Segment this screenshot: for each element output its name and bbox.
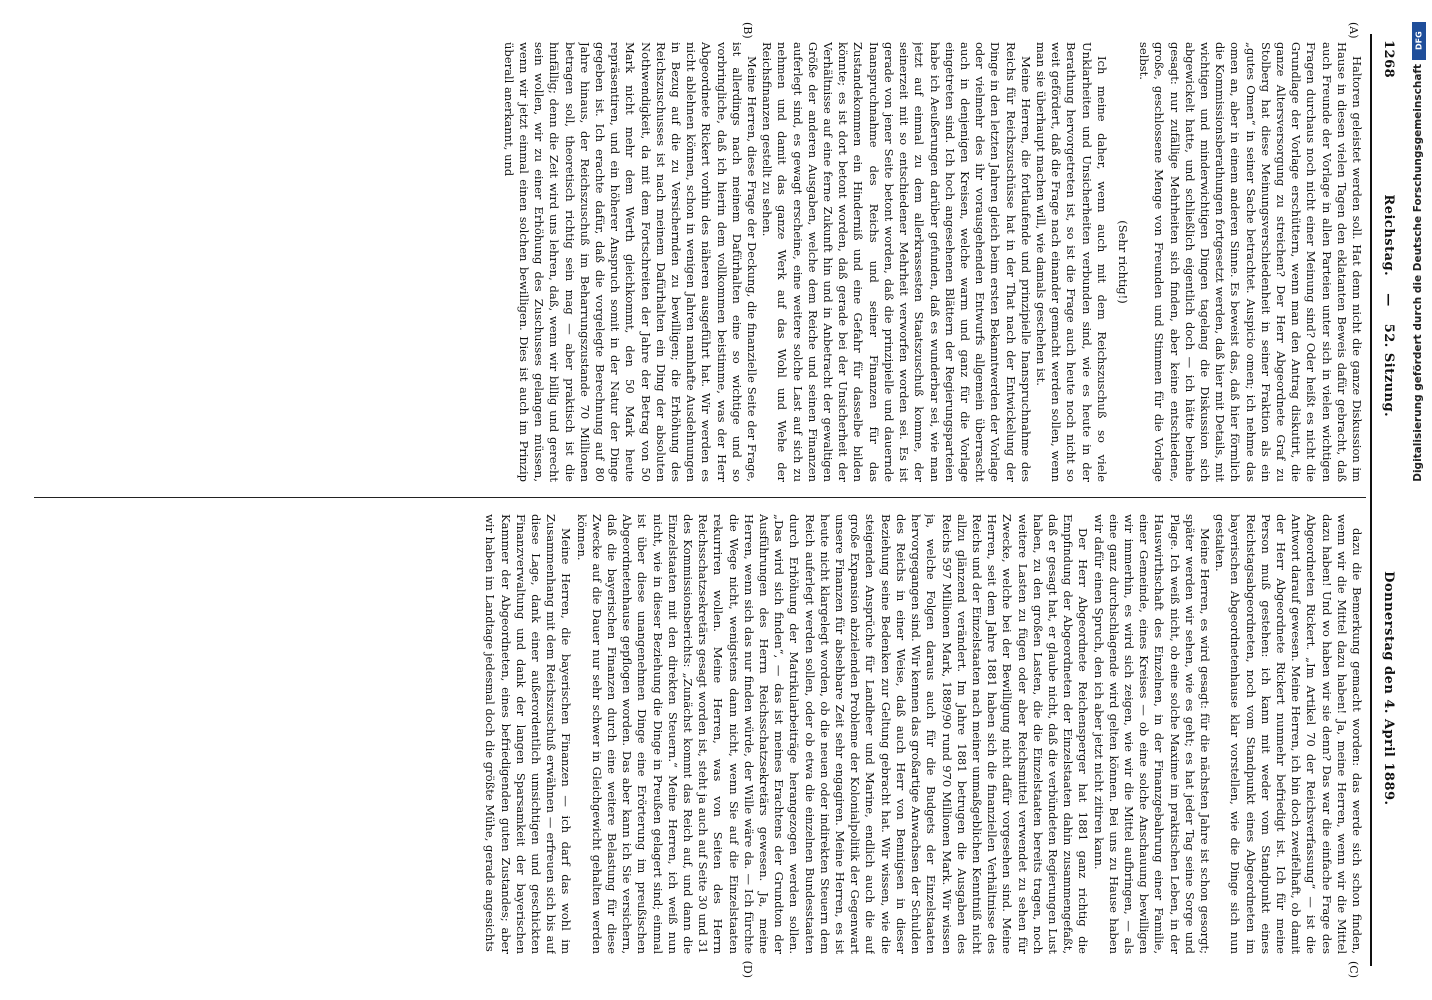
header-center [1381, 40, 1396, 960]
paragraph: Meine Herren, diese Frage der Deckung, die finanzielle Seite der Frage, ist allerdings nach meinem Dafürhalten eine so wichtige und so vorbringliche, daß ich hierin dem vollkommen beistimme, was der Herr Abgeordnete Rickert vorhin des näheren ausgeführt hat. Wir werden es nicht ablehnen können, schon in wenigen Jahren namhafte Ausdehnungen in Bezug auf die zu Versichernden zu bewilligen; die Erhöhung des Reichszuschusses ist nach meinem Dafürhalten ein Ding der absoluten Nothwendigkeit, da mit dem Fortschreiten der Jahre der Betrag von 50 Mark nicht mehr dem Werth gleichkommt, den 50 Mark heute repräsentiren, und ein höherer Anspruch somit in der Natur der Dinge gegeben ist. Ich erachte dafür, daß die vorgelegte Berechnung auf 80 Jahre hinaus, der Reichszuschuß im Beharrungszustande 70 Millionen betragen soll, theoretisch richtig sein mag — aber praktisch ist die hinfällig; denn die Zeit wird uns lehren, daß, wenn wir billig und gerecht sein wollen, wir zu einer Erhöhung des Zuschusses gelangen müssen, wenn wir jetzt einmal einen solchen bewilligen. Dies ist auch im Prinzip überall anerkannt, und [501, 42, 760, 482]
left-column [36, 42, 1364, 482]
digitization-note-wrap [1412, 64, 1426, 664]
digitization-note: Digitalisierung gefördert durch die Deutsche Forschungsgemeinschaft [1412, 64, 1424, 482]
header-rule [1370, 34, 1372, 966]
margin-marker-c: (C) [1347, 961, 1360, 978]
paragraph: Haltoren geleistet werden soll. Hat denn nicht die ganze Diskussion im Hause in diesen vielen Tagen den eklatanten Beweis dafür gebracht, daß auch Freunde der Vorlage in allen Parteien unter sich in vielen wichtigen Fragen durchaus noch nicht einer Meinung sind? Oder heißt es nicht die Grundlage der Vorlage erschüttern, wenn man den Antrag diskutirt, die ganze Altersversorgung zu streichen? Der Herr Abgeordnete Graf zu Stolberg hat diese Meinungsverschiedenheit in seiner Fraktion als ein „gutes Omen“ in seiner Sache betrachtet. Auspicio omen; ich nehme das omen an, aber in einem anderen Sinne. Es beweist das, daß hier förmlich die Kommissionsberathungen fortgesetzt werden, daß hier mit Details, mit wichtigen und minderwichtigen Dingen tagelang die Diskussion sich abgewickelt hatte, und schließlich eigentlich doch — ich hätte beinahe gesagt: nur zufällige Mehrheiten sich finden, aber keine entschiedene, große, geschlossene Menge von Freunden und Stimmen für die Vorlage selbst. [1137, 42, 1364, 482]
column-divider [34, 497, 1366, 498]
header-separator: — [1381, 293, 1396, 307]
margin-marker-a: (A) [1347, 22, 1360, 39]
margin-marker-d: (D) [741, 960, 754, 978]
rotated-page-content [26, 20, 1406, 980]
page-number: 1268 [1381, 40, 1396, 79]
margin-marker-b: (B) [741, 22, 754, 39]
paragraph: Meine Herren, es wird gesagt: für die nächsten Jahre ist schon gesorgt; später werden wir sehen, wie es geht; es hat jeder Tag seine Sorge und Plage. Ich weiß nicht, ob eine solche Maxime im praktischen Leben, in der Hauswirthschaft des Einzelnen, in der Finanzgebahrung einer Familie, einer Gemeinde, eines Kreises — ob eine solche Anschauung bewilligen wir immerhin, es wird sich zeigen, wie wir die Mittel aufbringen, — als eine ganz durchschlagende wird gelten können. Bei uns zu Hause haben wir dafür einen Spruch, den ich aber jetzt nicht zitiren kann. [1091, 514, 1212, 954]
paragraph: Ich meine daher, wenn auch mit dem Reichszuschuß so viele Unklarheiten und Unsicherheiten verbunden sind, wie es heute in der Berathung hervorgetreten ist, so ist die Frage auch heute noch nicht so weit gefördert, daß die Frage nach einander gemacht werden sollen, wenn man sie überhaupt machen will, wie damals geschehen ist. [1033, 42, 1109, 482]
paragraph: Meine Herren, die fortlaufende und prinzipielle Inanspruchnahme des Reichs für Reichszuschüsse hat in der That nach der Entwickelung der Dinge in den letzten Jahren gleich beim ersten Bekanntwerden der Vorlage oder vielmehr des ihr vorausgehenden Entwurfs allgemein überrascht auch in denjenigen Kreisen, welche warm und ganz für die Vorlage eingetreten sind. Ich hoch angesehenen Blättern der Regierungsparteien habe ich Aeußerungen darüber gefunden, daß es wunderbar sei, wie man jetzt auf einmal zu dem allerkrassesten Staatszuschuß komme, der seinerzeit mit so entschiedener Mehrheit verworfen worden sei. Es ist gerade von jener Seite betont worden, daß die prinzipielle und dauernde Inanspruchnahme des Reichs und seiner Finanzen für das Zustandekommen ein Hinderniß und eine Gefahr für dasselbe bilden könnte; es ist dort betont worden, daß gerade bei der Unsicherheit der Verhältnisse auf eine ferne Zukunft hin und in Anbetracht der gewaltigen Größe der anderen Ausgaben, welche dem Reiche und seinen Finanzen auferlegt sind, es gewagt erscheine, eine weitere solche Last auf sich zu nehmen und damit das ganze Werk auf das Wohl und Wehe der Reichsfinanzen gestellt zu sehen. [760, 42, 1033, 482]
paragraph: Der Herr Abgeordnete Reichensperger hat 1881 ganz richtig die Empfindung der Abgeordneten der Einzelstaaten dahin zusammengefaßt, daß er gesagt hat, er glaube nicht, daß die verbündeten Regierungen Lust haben, zu den großen Lasten, die die Einzelstaaten bereits tragen, noch weitere Lasten zu fügen oder aber Reichsmittel verwendet zu sehen für Zwecke, welche bei der Bewilligung nicht dafür vorgesehen sind. Meine Herren, seit dem Jahre 1881 haben sich die finanziellen Verhältnisse des Reichs und der Einzelstaaten nach meiner unmaßgeblichen Kenntniß nicht allzu glänzend verändert. Im Jahre 1881 betrugen die Ausgaben des Reichs 597 Millionen Mark, 1889/90 rund 970 Millionen Mark. Wir wissen ja, welche Folgen daraus auch für die Budgets der Einzelstaaten hervorgegangen sind. Wir kennen das großartige Anwachsen der Schulden des Reichs in einer Weise, daß auch Herr von Bennigsen in dieser Beziehung seine Bedenken zur Geltung gebracht hat. Wir wissen, wie die steigenden Ansprüche für Landheer und Marine, endlich auch die auf große Expansion abzielenden Probleme der Kolonialpolitik der Gegenwart unsere Finanzen für absehbare Zeit sehr engagiren. Meine Herren, es ist heute nicht klargelegt worden, ob die neuen oder indirekten Steuern dem Reich auferlegt werden sollen, oder ob etwa die einzelnen Bundesstaaten durch Erhöhung der Matrikularbeiträge herangezogen werden sollen. „Das wird sich finden“, — das ist meines Erachtens der Grundton der Ausführungen des Herrn Reichsschatzsekretärs gewesen. Ja, meine Herren, wenn sich das nur finden würde, der Wille wäre da. — Ich fürchte die Wege nicht, wenigstens dann nicht, wenn Sie auf die Einzelstaaten rekurriren wollen. Meine Herren, was von Seiten des Herrn Reichsschatzsekretärs gesagt worden ist, steht ja auch auf Seite 30 und 31 des Kommissionsberichts: „Zunächst kommt das Reich auf, und dann die Einzelstaaten mit den direkten Steuern.“ Meine Herren, ich weiß nun nicht, wie in dieser Beziehung die Dinge in Preußen gelagert sind; einmal ist über diese unangenehmen Dinge eine Erörterung im preußischen Abgeordnetenhause gepflogen worden. Das aber kann ich Sie versichern, daß die bayerischen Finanzen durch eine weitere Belastung für diese Zwecke auf die Dauer nur sehr schwer in Gleichgewicht gehalten werden können. [574, 514, 1091, 954]
paragraph: Meine Herren, die bayerischen Finanzen — ich darf das wohl im Zusammenhang mit dem Reichszuschuß erwähnen — erfreuen sich bis auf diese Lage, dank einer außerordentlich umsichtigen und geschickten Finanzverwaltung und dank der langen Sparsamkeit der bayerischen Kammer der Abgeordneten, eines befriedigenden guten Zustandes; aber wir haben im Landtage jedesmal doch die größte Mühe, gerade angesichts [483, 514, 574, 954]
header-title: Reichstag. [1381, 194, 1396, 277]
interjection: (Sehr richtig!) [1115, 220, 1130, 304]
paragraph: dazu die Bemerkung gemacht worden: das werde sich schon finden, wenn wir die Mittel dazu haben! Ja, meine Herren, wenn wir die Mittel dazu haben! Und wo haben wir sie denn? Das war die einfache Frage des Abgeordneten Rickert. „Im Artikel 70 der Reichsverfassung“ — ist die Antwort darauf gewesen. Meine Herren, ich bin doch zweifelhaft, ob damit der Herr Abgeordnete Rickert nunmehr befriedigt ist. Ich für meine Person muß gestehen: ich kann mit weder vom Standpunkt eines Reichstagsabgeordneten, noch vom Standpunkt eines Abgeordneten im bayerischen Abgeordnetenhause klar vorstellen, wie die Dinge sich nun gestalten. [1213, 514, 1364, 954]
header-session: 52. Sitzung. [1381, 323, 1396, 418]
running-header [1376, 40, 1398, 960]
header-date: Donnerstag den 4. April 1889. [1381, 571, 1396, 806]
dfg-logo: DFG [1412, 22, 1426, 60]
right-column [36, 514, 1364, 954]
